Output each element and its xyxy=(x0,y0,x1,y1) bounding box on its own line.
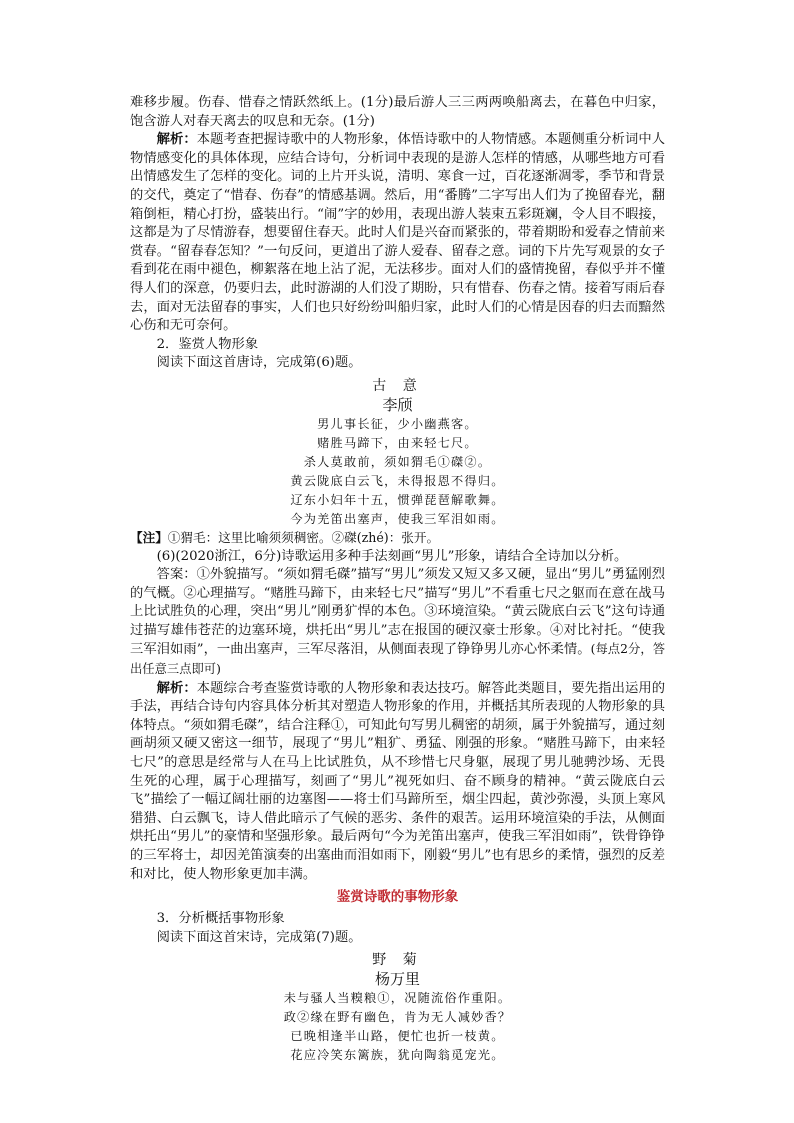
answer-6: 答案：①外貌描写。“须如猬毛磔”描写“男儿”须发又短又多又硬，显出“男儿”勇猛刚烈的气概。②心理描写。“赌胜马蹄下，由来轻七尺”描写“男儿”不看重七尺之躯而在意在战马上比试胜负的心理，突出“男儿”刚勇犷悍的本色。③环境渲染。“黄云陇底白云飞”这句诗通过描写雄伟苍茫的边塞环境，烘托出“男儿”志在报国的硬汉豪士形象。④对比衬托。“使我三军泪如雨”，一曲出塞声，三军尽落泪，从侧面表现了铮铮男儿亦心怀柔情。(每点2分，答出任意三点即可) xyxy=(130,567,666,677)
poem-note: 【注】①猬毛：这里比喻须须稠密。②磔(zhé)：张开。 xyxy=(130,529,440,545)
poem-title: 野 菊 xyxy=(372,952,423,969)
poem-line: 今为羌笛出塞声，使我三军泪如雨。 xyxy=(290,511,505,526)
poem-author: 杨万里 xyxy=(374,970,420,989)
poem-gu-yi xyxy=(130,377,665,529)
poem-line: 杀人莫敢前，须如猬毛①磔②。 xyxy=(303,454,492,469)
analysis-label: 解析： xyxy=(156,680,197,696)
analysis-1: 解析：本题考查把握诗歌中的人物形象，体悟诗歌中的人物情感。本题侧重分析词中人物情感变化的具体体现，应结合诗句，分析词中表现的是游人怎样的情感，从哪些地方可看出情感发生了怎样的变化。词的上片开头说，清明、寒食一过，百花逐渐凋零，季节和背景的交代，奠定了“惜春、伤春”的情感基调。然后，用“番腾”二字写出人们为了挽留春光，翻箱倒柜，精心打扮，盛装出行。“闹”字的妙用，表现出游人装束五彩斑斓，令人目不暇接，这都是为了尽情游春，想要留住春天。此时人们是兴奋而紧张的，带着期盼和爱春之情前来赏春。“留春春怎知？”一句反问，更道出了游人爱春、留春之意。词的下片先写观景的女子看到花在雨中褪色，柳絮落在地上沾了泥，无法移步。面对人们的盛情挽留，春似乎并不懂得人们的深意，仍要归去，此时游湖的人们没了期盼，只有惜春、伤春之情。接着写雨后春去，面对无法留春的事实，人们也只好纷纷叫船归家，此时人们的心情是因春的归去而黯然心伤和无可奈何。 xyxy=(130,132,666,334)
red-section-heading: 鉴赏诗歌的事物形象 xyxy=(336,889,459,906)
section-heading-2: 2．鉴赏人物形象 xyxy=(156,336,259,352)
poem-line: 未与骚人当糗粮①，况随流俗作重阳。 xyxy=(283,991,512,1006)
question-6: (6)(2020浙江，6分)诗歌运用多种手法刻画“男儿”形象，请结合全诗加以分析。 xyxy=(156,548,628,564)
poem-line: 已晚相逢半山路，便忙也折一枝黄。 xyxy=(290,1029,505,1044)
poem-author: 李颀 xyxy=(382,395,413,414)
analysis-label: 解析： xyxy=(156,132,197,148)
score-note: (每点2分，答出任意三点即可) xyxy=(130,642,666,677)
poem-line: 政②缘在野有幽色，肯为无人减妙香？ xyxy=(283,1010,512,1025)
poem-title: 古 意 xyxy=(372,377,423,394)
document-page xyxy=(130,94,665,1065)
paragraph-continued: 难移步履。伤春、惜春之情跃然纸上。(1分)最后游人三三两两唤船离去，在暮色中归家，饱含游人对春天离去的叹息和无奈。(1分) xyxy=(130,95,665,129)
poem-line: 辽东小妇年十五，惯弹琵琶解歌舞。 xyxy=(290,492,505,507)
poem-line: 黄云陇底白云飞，未得报恩不得归。 xyxy=(290,473,505,488)
poem-line: 花应冷笑东篱族，犹向陶翁觅宠光。 xyxy=(290,1048,505,1063)
section-heading-3: 3．分析概括事物形象 xyxy=(156,911,285,927)
poem-line: 赌胜马蹄下，由来轻七尺。 xyxy=(317,435,478,450)
poem-line: 男儿事长征，少小幽燕客。 xyxy=(317,416,478,431)
intro-2: 阅读下面这首唐诗，完成第(6)题。 xyxy=(156,355,362,371)
intro-3: 阅读下面这首宋诗，完成第(7)题。 xyxy=(156,929,362,945)
poem-ye-ju xyxy=(130,951,665,1065)
analysis-2: 解析：本题综合考查鉴赏诗歌的人物形象和表达技巧。解答此类题目，要先指出运用的手法，再结合诗句内容具体分析其对塑造人物形象的作用，并概括其所表现的人物形象的具体特点。“须如猬毛磔”，结合注释①，可知此句写男儿稠密的胡须，属于外貌描写，通过刻画胡须又硬又密这一细节，展现了“男儿”粗犷、勇猛、刚强的形象。“赌胜马蹄下，由来轻七尺”的意思是经常与人在马上比试胜负，从不珍惜七尺身躯，展现了男儿驰骋沙场、无畏生死的心理，属于心理描写，刻画了“男儿”视死如归、奋不顾身的精神。“黄云陇底白云飞”描绘了一幅辽阔壮丽的边塞图——将士们马蹄所至，烟尘四起，黄沙弥漫，头顶上寒风猎猎、白云飘飞，诗人借此暗示了气候的恶劣、条件的艰苦。运用环境渲染的手法，从侧面烘托出“男儿”的豪情和坚强形象。最后两句“今为羌笛出塞声，使我三军泪如雨”，铁骨铮铮的三军将士，却因羌笛演奏的出塞曲而泪如雨下，刚毅“男儿”也有思乡的柔情，强烈的反差和对比，使人物形象更加丰满。 xyxy=(130,680,666,882)
answer-label: 答案： xyxy=(156,567,197,583)
